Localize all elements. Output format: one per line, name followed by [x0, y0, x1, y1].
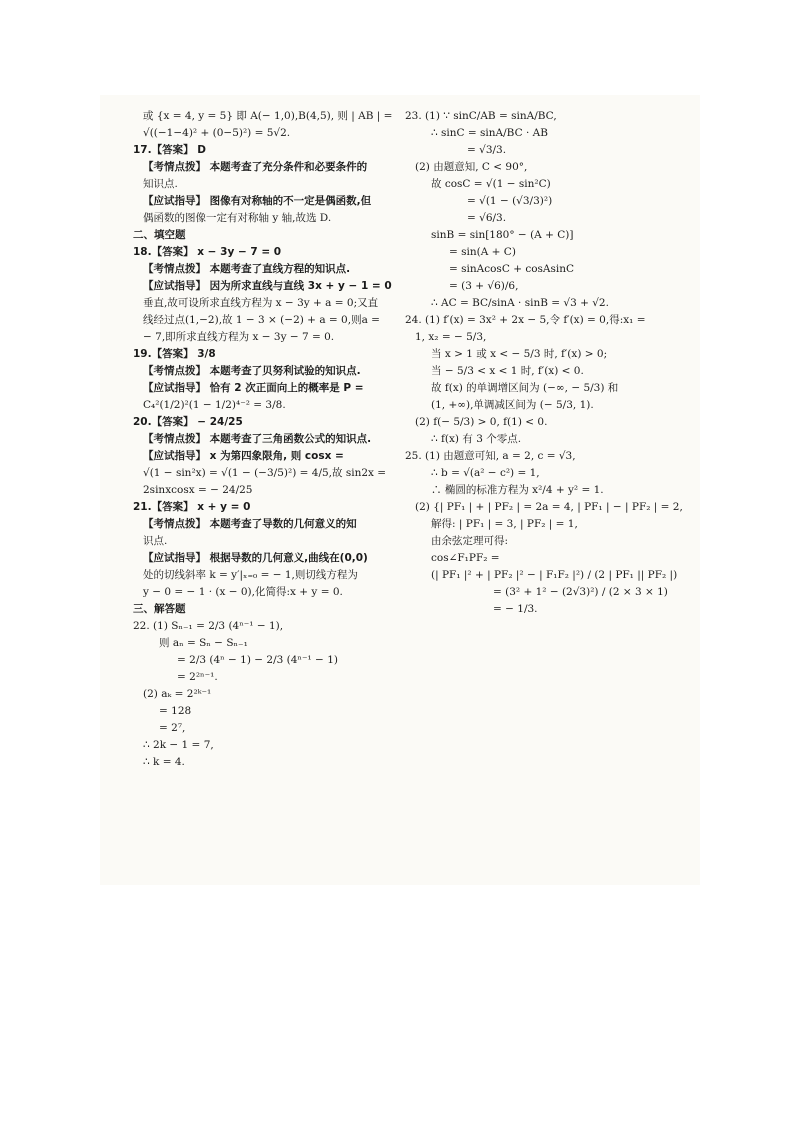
left-line: C₄²(1/2)²(1 − 1/2)⁴⁻² = 3/8. [143, 399, 286, 411]
right-line: 25. (1) 由题意可知, a = 2, c = √3, [405, 450, 576, 462]
left-line: √(1 − sin²x) = √(1 − (−3/5)²) = 4/5,故 sin2x = [143, 467, 387, 479]
right-line: (2) {| PF₁ | + | PF₂ | = 2a = 4, | PF₁ | − | PF₂ | = 2, [415, 501, 683, 513]
right-line: ∴ 椭圆的标准方程为 x²/4 + y² = 1. [431, 484, 604, 496]
right-line: = sin(A + C) [449, 246, 516, 258]
right-line: cos∠F₁PF₂ = [431, 552, 500, 564]
left-column [133, 108, 408, 771]
left-line: 二、填空题 [133, 229, 186, 241]
right-line: = sinAcosC + cosAsinC [449, 263, 575, 275]
left-line: ∴ 2k − 1 = 7, [143, 739, 214, 751]
right-line: 当 x > 1 或 x < − 5/3 时, f′(x) > 0; [431, 348, 608, 360]
left-line: (2) aₖ = 2²ᵏ⁻¹ [143, 688, 212, 700]
right-line: 1, x₂ = − 5/3, [415, 331, 487, 343]
left-line: 垂直,故可设所求直线方程为 x − 3y + a = 0;又直 [143, 297, 379, 309]
right-line: = (3² + 1² − (2√3)²) / (2 × 3 × 1) [493, 586, 668, 598]
right-line: ∴ sinC = sinA/BC · AB [431, 127, 548, 139]
left-line: √((−1−4)² + (0−5)²) = 5√2. [143, 127, 291, 139]
left-line: 偶函数的图像一定有对称轴 y 轴,故选 D. [143, 212, 332, 224]
left-line: ∴ k = 4. [143, 756, 185, 768]
right-line: = √6/3. [467, 212, 507, 224]
left-line: 【应试指导】 恰有 2 次正面向上的概率是 P = [143, 382, 364, 394]
right-line: = √(1 − (√3/3)²) [467, 195, 553, 207]
left-line: y − 0 = − 1 · (x − 0),化简得:x + y = 0. [143, 586, 343, 598]
left-line: 【应试指导】 图像有对称轴的不一定是偶函数,但 [143, 195, 372, 207]
right-column [405, 108, 685, 618]
left-line: 2sinxcosx = − 24/25 [143, 484, 253, 496]
left-line: 【考情点拨】 本题考查了直线方程的知识点. [143, 263, 351, 275]
left-line: 21.【答案】 x + y = 0 [133, 501, 251, 513]
left-line: − 7,即所求直线方程为 x − 3y − 7 = 0. [143, 331, 335, 343]
right-line: ∴ AC = BC/sinA · sinB = √3 + √2. [431, 297, 609, 309]
left-line: 识点. [143, 535, 168, 547]
right-line: (1, +∞),单调减区间为 (− 5/3, 1). [431, 399, 594, 411]
left-line: 三、解答题 [133, 603, 186, 615]
left-line: = 2²ⁿ⁻¹. [177, 671, 218, 683]
right-line: (| PF₁ |² + | PF₂ |² − | F₁F₂ |²) / (2 | PF₁ || PF₂ |) [431, 569, 678, 581]
left-line: 处的切线斜率 k = y′|ₓ₌₀ = − 1,则切线方程为 [143, 569, 358, 581]
right-line: = − 1/3. [493, 603, 538, 615]
left-line: 【考情点拨】 本题考查了充分条件和必要条件的 [143, 161, 368, 173]
right-line: 23. (1) ∵ sinC/AB = sinA/BC, [405, 110, 557, 122]
right-line: 当 − 5/3 < x < 1 时, f′(x) < 0. [431, 365, 584, 377]
left-line: 【考情点拨】 本题考查了贝努利试验的知识点. [143, 365, 361, 377]
left-line: 知识点. [143, 178, 178, 190]
left-line: 17.【答案】 D [133, 144, 206, 156]
left-line: 【考情点拨】 本题考查了导数的几何意义的知 [143, 518, 357, 530]
left-line: 【应试指导】 因为所求直线与直线 3x + y − 1 = 0 [143, 280, 392, 292]
left-line: = 128 [159, 705, 192, 717]
right-line: (2) 由题意知, C < 90°, [415, 161, 528, 173]
right-line: sinB = sin[180° − (A + C)] [431, 229, 574, 241]
right-line: 由余弦定理可得: [431, 535, 509, 547]
left-line: 【应试指导】 x 为第四象限角, 则 cosx = [143, 450, 344, 462]
left-line: 19.【答案】 3/8 [133, 348, 216, 360]
right-line: 解得: | PF₁ | = 3, | PF₂ | = 1, [431, 518, 578, 530]
right-line: 故 f(x) 的单调增区间为 (−∞, − 5/3) 和 [431, 382, 619, 394]
right-line: 24. (1) f′(x) = 3x² + 2x − 5,令 f′(x) = 0,得:x₁ = [405, 314, 646, 326]
left-line: 则 aₙ = Sₙ − Sₙ₋₁ [159, 637, 248, 649]
left-line: 18.【答案】 x − 3y − 7 = 0 [133, 246, 282, 258]
right-line: (2) f(− 5/3) > 0, f(1) < 0. [415, 416, 548, 428]
right-line: ∴ f(x) 有 3 个零点. [431, 433, 522, 445]
right-line: 故 cosC = √(1 − sin²C) [431, 178, 551, 190]
right-line: ∴ b = √(a² − c²) = 1, [431, 467, 540, 479]
left-line: 或 {x = 4, y = 5} 即 A(− 1,0),B(4,5), 则 | AB | = [143, 110, 393, 122]
left-line: 线经过点(1,−2),故 1 − 3 × (−2) + a = 0,则a = [143, 314, 380, 326]
left-line: 【考情点拨】 本题考查了三角函数公式的知识点. [143, 433, 372, 445]
left-line: = 2⁷, [159, 722, 186, 734]
left-line: 22. (1) Sₙ₋₁ = 2/3 (4ⁿ⁻¹ − 1), [133, 620, 284, 632]
left-line: 【应试指导】 根据导数的几何意义,曲线在(0,0) [143, 552, 368, 564]
left-line: = 2/3 (4ⁿ − 1) − 2/3 (4ⁿ⁻¹ − 1) [177, 654, 338, 666]
left-line: 20.【答案】 − 24/25 [133, 416, 243, 428]
right-line: = (3 + √6)/6, [449, 280, 519, 292]
right-line: = √3/3. [467, 144, 507, 156]
